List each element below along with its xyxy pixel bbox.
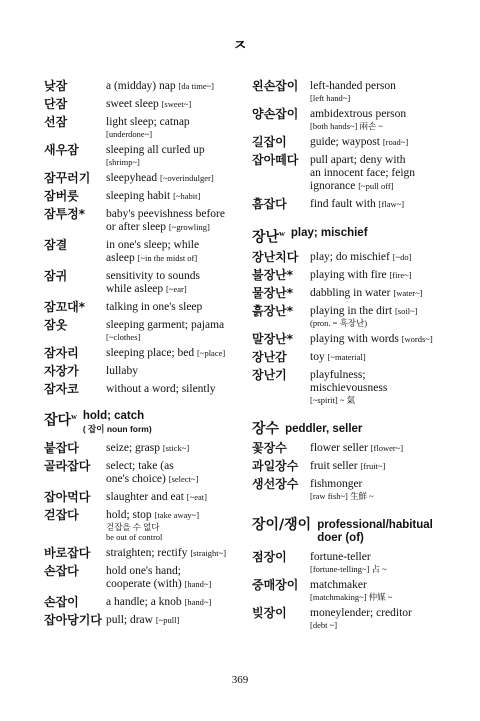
entry-headword: 점장이 — [252, 549, 287, 564]
dictionary-entry — [252, 154, 452, 193]
dictionary-entry — [44, 596, 250, 609]
definition-line — [310, 180, 452, 193]
entry-headword: 잠결 — [44, 238, 68, 252]
entry-definition — [310, 251, 452, 264]
definition-text: sleeping place; bed — [106, 347, 195, 359]
definition-text: fishmonger — [310, 477, 363, 490]
dictionary-entry — [252, 478, 452, 501]
dictionary-entry — [44, 491, 250, 504]
left-entries-2 — [44, 442, 250, 627]
extra-note: (pron. = 흑장난) — [310, 317, 368, 328]
gloss-note: [da time~] — [178, 81, 215, 91]
dictionary-entry — [44, 565, 250, 591]
definition-line — [310, 305, 452, 318]
gloss-note: [flower~] — [370, 442, 404, 453]
definition-line — [310, 551, 452, 564]
definition-line — [106, 383, 250, 396]
dictionary-entry — [252, 579, 452, 602]
definition-text: guide; waypost — [310, 136, 380, 148]
dictionary-entry — [44, 172, 250, 185]
dictionary-entry — [44, 509, 250, 542]
dictionary-entry — [252, 80, 452, 103]
definition-text: a (midday) nap — [106, 80, 176, 92]
entry-headword: 잡아먹다 — [44, 490, 91, 504]
section-headword — [252, 227, 285, 245]
gloss-note: [straight~] — [190, 548, 227, 558]
entry-definition — [310, 460, 452, 473]
definition-line — [106, 239, 250, 252]
entry-headword: 바로잡다 — [44, 546, 91, 560]
dictionary-entry — [44, 547, 250, 560]
definition-text: light sleep; catnap — [106, 116, 190, 128]
definition-line — [106, 614, 250, 627]
dictionary-entry — [44, 383, 250, 396]
definition-line — [106, 347, 250, 360]
section-definition-line: doer (of) — [317, 531, 364, 544]
section-definition — [285, 423, 362, 436]
section-headword-text: 잡다 — [44, 412, 72, 429]
gloss-note: [select~] — [168, 474, 199, 484]
entry-definition — [310, 551, 452, 574]
definition-text: while asleep — [106, 283, 164, 295]
definition-line — [310, 136, 452, 149]
dictionary-entry — [44, 347, 250, 360]
definition-line — [106, 442, 250, 455]
definition-line — [106, 460, 250, 473]
dictionary-entry — [44, 116, 250, 139]
definition-line — [106, 596, 250, 609]
definition-text: or after sleep — [106, 221, 167, 233]
entry-headword: 왼손잡이 — [252, 79, 299, 93]
entry-headword: 골라잡다 — [44, 459, 91, 473]
right-column — [252, 80, 452, 635]
entry-headword: 잠꼬대* — [44, 300, 86, 314]
entry-definition — [310, 269, 452, 282]
dictionary-entry — [44, 144, 250, 167]
definition-text: find fault with — [310, 198, 376, 210]
definition-text: sensitivity to sounds — [106, 270, 200, 282]
gloss-note: [matchmaking~] 仲媒 ~ — [310, 591, 393, 602]
extra-note: 걷잡을 수 없다 — [106, 522, 160, 532]
dictionary-entry — [252, 460, 452, 473]
dictionary-entry — [44, 442, 250, 455]
definition-text: matchmaker — [310, 578, 367, 591]
entry-definition — [310, 108, 452, 131]
dictionary-entry — [252, 198, 452, 211]
definition-line — [106, 283, 250, 296]
dictionary-entry — [252, 442, 452, 455]
entry-definition — [106, 116, 250, 139]
entry-headword: 장난감 — [252, 349, 287, 364]
definition-text: sleeping all curled up — [106, 144, 205, 156]
definition-line — [106, 80, 250, 93]
left-column — [44, 80, 250, 632]
entry-headword: 잠자코 — [44, 382, 79, 396]
definition-line — [106, 547, 250, 560]
definition-text: toy — [310, 350, 325, 363]
definition-text: moneylender; creditor — [310, 606, 412, 619]
gloss-note: [~pull] — [155, 615, 180, 625]
entry-headword: 손잡다 — [44, 564, 79, 578]
section-headword-text: 장이/쟁이 — [252, 516, 312, 533]
definition-text: sleeping garment; pajama — [106, 319, 225, 331]
entry-definition — [106, 614, 250, 627]
section-jangnan — [252, 227, 452, 245]
gloss-note: [stick~] — [162, 443, 190, 453]
definition-line — [106, 270, 250, 283]
gloss-note: [~ear] — [166, 284, 187, 294]
gloss-note: [debt ~] — [310, 619, 338, 630]
dictionary-entry — [252, 269, 452, 282]
entry-definition — [106, 190, 250, 203]
entry-definition — [310, 351, 452, 364]
definition-line — [310, 80, 452, 93]
dictionary-entry — [44, 460, 250, 486]
definition-text: hold one's hand; — [106, 565, 181, 577]
entry-headword: 과일장수 — [252, 458, 299, 473]
entry-headword: 잠투정* — [44, 207, 86, 221]
entry-headword: 불장난* — [252, 267, 294, 282]
section-definition-line: play; mischief — [290, 227, 368, 239]
definition-text: ambidextrous person — [310, 108, 407, 120]
gloss-note: [~eat] — [186, 492, 207, 502]
entry-headword: 말장난* — [252, 331, 294, 346]
gloss-note: [~overindulger] — [159, 173, 214, 183]
section-headword — [252, 420, 280, 437]
entry-definition — [106, 172, 250, 185]
entry-definition — [106, 80, 250, 93]
entry-definition — [106, 347, 250, 360]
definition-text: a handle; a knob — [106, 596, 182, 608]
entry-headword: 낮잠 — [44, 79, 68, 93]
definition-line — [310, 108, 452, 121]
entry-definition — [106, 144, 250, 167]
definition-line — [310, 251, 452, 264]
definition-text: hold; stop — [106, 509, 152, 521]
page-header-letter: ㅈ — [232, 38, 248, 54]
gloss-note: [fruit~] — [360, 460, 386, 471]
definition-text: sleepyhead — [106, 172, 158, 184]
entry-definition — [310, 154, 452, 193]
definition-line — [310, 579, 452, 592]
entry-headword: 잠꾸러기 — [44, 171, 91, 185]
entry-definition — [106, 491, 250, 504]
right-entries-2 — [252, 442, 452, 501]
entry-headword: 생선장수 — [252, 476, 299, 491]
entry-definition — [106, 239, 250, 265]
gloss-note: [hand~] — [184, 597, 212, 607]
definition-line — [310, 167, 452, 180]
definition-line — [106, 578, 250, 591]
entry-headword: 새우잠 — [44, 143, 79, 157]
definition-text: pull apart; deny with — [310, 154, 406, 166]
gloss-note: [~growling] — [168, 222, 210, 232]
definition-line — [106, 98, 250, 111]
entry-definition — [106, 365, 250, 378]
gloss-note: [~spirit] ~ 氣 — [310, 394, 356, 405]
dictionary-entry — [44, 365, 250, 378]
definition-line — [106, 172, 250, 185]
entry-definition — [310, 80, 452, 103]
gloss-note: [take away~] — [154, 510, 200, 520]
definition-text: an innocent face; feign — [310, 167, 416, 179]
gloss-note: [~clothes] — [106, 332, 141, 342]
definition-text: asleep — [106, 252, 135, 264]
definition-line — [106, 365, 250, 378]
entry-headword: 선잠 — [44, 115, 68, 129]
definition-line — [106, 116, 250, 129]
entry-headword: 손잡이 — [44, 595, 79, 609]
entry-headword: 잠옷 — [44, 318, 68, 332]
definition-line — [310, 460, 452, 473]
gloss-note: [~in the midst of] — [137, 253, 198, 263]
section-headword-text: 장난 — [252, 229, 280, 246]
gloss-note: [underdone~] — [106, 129, 153, 139]
entry-definition — [106, 383, 250, 396]
entry-definition — [106, 460, 250, 486]
entry-headword: 걷잡다 — [44, 508, 79, 522]
section-jangsu — [252, 420, 452, 437]
dictionary-entry — [252, 136, 452, 149]
gloss-note: [both hands~] 兩손 ~ — [310, 121, 383, 131]
dictionary-entry — [44, 239, 250, 265]
entry-headword: 잡아당기다 — [44, 613, 102, 627]
definition-text: dabbling in water — [310, 286, 391, 299]
entry-headword: 단잠 — [44, 97, 68, 111]
definition-text: left-handed person — [310, 80, 396, 92]
definition-line — [106, 473, 250, 486]
entry-definition — [106, 509, 250, 542]
section-superscript: w — [279, 229, 285, 238]
dictionary-entry — [252, 607, 452, 630]
entry-headword: 물장난* — [252, 285, 294, 300]
gloss-note: [words~] — [401, 333, 433, 344]
definition-text: flower seller — [310, 441, 368, 454]
dictionary-entry — [252, 287, 452, 300]
entry-headword: 흠잡다 — [252, 197, 287, 211]
section-definition-line: peddler, seller — [285, 422, 363, 435]
gloss-note: [~habit] — [173, 191, 201, 201]
gloss-note: [fire~] — [389, 269, 412, 280]
definition-line — [106, 301, 250, 314]
dictionary-entry — [44, 270, 250, 296]
extra-note: be out of control — [106, 532, 163, 542]
definition-text: sweet sleep — [106, 98, 159, 110]
section-definition-line: hold; catch — [82, 410, 145, 422]
definition-line — [310, 478, 452, 491]
definition-line — [310, 607, 452, 620]
definition-line — [310, 382, 452, 395]
entry-definition — [310, 607, 452, 630]
definition-line — [106, 509, 250, 522]
entry-headword: 잡아떼다 — [252, 153, 299, 167]
entry-definition — [310, 442, 452, 455]
section-headword — [44, 410, 77, 428]
dictionary-entry — [44, 301, 250, 314]
definition-text: talking in one's sleep — [106, 301, 203, 313]
definition-line — [106, 221, 250, 234]
definition-text: fruit seller — [310, 459, 358, 472]
gloss-note: [~material] — [327, 351, 366, 362]
dictionary-entry — [252, 369, 452, 405]
section-superscript: w — [71, 412, 77, 421]
definition-text: playfulness; — [310, 368, 366, 381]
definition-line — [310, 351, 452, 364]
section-headword-text: 장수 — [252, 420, 280, 437]
page-number: 369 — [231, 674, 249, 686]
gloss-note: [raw fish~] 生鮮 ~ — [310, 490, 374, 501]
entry-headword: 잠귀 — [44, 269, 68, 283]
entry-definition — [106, 319, 250, 342]
right-entries — [252, 80, 452, 211]
gloss-note: [shrimp~] — [106, 157, 140, 167]
definition-text: seize; grasp — [106, 442, 160, 454]
entry-headword: 붙잡다 — [44, 441, 79, 455]
definition-text: in one's sleep; while — [106, 239, 200, 251]
dictionary-entry — [252, 551, 452, 574]
dictionary-entry — [44, 190, 250, 203]
left-entries — [44, 80, 250, 396]
gloss-note: [road~] — [382, 137, 409, 147]
entry-definition — [310, 198, 452, 211]
section-jangi — [252, 516, 452, 545]
definition-line — [310, 269, 452, 282]
entry-definition — [310, 369, 452, 405]
entry-definition — [106, 98, 250, 111]
definition-line — [310, 287, 452, 300]
definition-text: sleeping habit — [106, 190, 171, 202]
section-jabda — [44, 410, 250, 436]
definition-text: playing with words — [310, 332, 399, 345]
entry-headword: 잠자리 — [44, 346, 79, 360]
entry-headword: 양손잡이 — [252, 107, 299, 121]
entry-definition — [106, 596, 250, 609]
dictionary-entry — [44, 98, 250, 111]
definition-line — [106, 319, 250, 332]
definition-line — [106, 565, 250, 578]
section-headword — [252, 516, 312, 533]
definition-text: baby's peevishness before — [106, 208, 225, 220]
entry-headword: 장난기 — [252, 367, 287, 382]
definition-text: one's choice) — [106, 473, 166, 485]
entry-definition — [310, 579, 452, 602]
definition-line — [106, 144, 250, 157]
gloss-note: [water~] — [393, 287, 423, 298]
dictionary-entry — [44, 319, 250, 342]
definition-line — [106, 190, 250, 203]
dictionary-entry — [44, 614, 250, 627]
definition-line — [310, 154, 452, 167]
entry-definition — [106, 565, 250, 591]
entry-definition — [310, 287, 452, 300]
definition-text: play; do mischief — [310, 250, 390, 263]
entry-definition — [310, 305, 452, 328]
definition-text: straighten; rectify — [106, 547, 188, 559]
entry-definition — [106, 270, 250, 296]
definition-text: fortune-teller — [310, 550, 371, 563]
entry-definition — [106, 547, 250, 560]
dictionary-entry — [44, 80, 250, 93]
definition-text: playing with fire — [310, 268, 387, 281]
gloss-note: [~place] — [197, 348, 226, 358]
section-definition — [83, 410, 152, 436]
definition-line — [106, 491, 250, 504]
definition-line — [310, 333, 452, 346]
definition-line — [310, 369, 452, 382]
gloss-note: [~do] — [392, 251, 412, 262]
dictionary-entry — [252, 305, 452, 328]
gloss-note: [flaw~] — [378, 199, 405, 209]
definition-text: slaughter and eat — [106, 491, 184, 503]
definition-text: cooperate (with) — [106, 578, 182, 590]
section-definition — [291, 227, 368, 240]
gloss-note: [hand~] — [184, 579, 212, 589]
dictionary-entry — [252, 251, 452, 264]
entry-headword: 흙장난* — [252, 303, 294, 318]
entry-headword: 장난치다 — [252, 249, 299, 264]
gloss-note: [sweet~] — [161, 99, 192, 109]
section-definition — [317, 519, 433, 545]
gloss-note: [fortune-telling~] 占 ~ — [310, 563, 387, 574]
right-entries-1 — [252, 251, 452, 405]
entry-definition — [106, 442, 250, 455]
definition-text: lullaby — [106, 365, 138, 377]
entry-headword: 꽃장수 — [252, 440, 287, 455]
entry-definition — [106, 301, 250, 314]
definition-line — [310, 442, 452, 455]
definition-text: pull; draw — [106, 614, 153, 626]
entry-headword: 자장가 — [44, 364, 79, 378]
definition-line — [106, 252, 250, 265]
dictionary-entry — [252, 351, 452, 364]
gloss-note: [soil~] — [394, 305, 418, 316]
dictionary-entry — [252, 108, 452, 131]
right-entries-3 — [252, 551, 452, 630]
dictionary-entry — [252, 333, 452, 346]
section-definition-line: professional/habitual — [317, 518, 433, 531]
entry-definition — [106, 208, 250, 234]
definition-line — [106, 208, 250, 221]
dictionary-entry — [44, 208, 250, 234]
definition-text: mischievousness — [310, 381, 388, 394]
entry-headword: 잠버릇 — [44, 189, 79, 203]
definition-text: playing in the dirt — [310, 304, 393, 317]
entry-headword: 길잡이 — [252, 135, 287, 149]
definition-line — [310, 198, 452, 211]
gloss-note: [left hand~] — [310, 93, 351, 103]
noun-form-note: ( 잡이 noun form) — [82, 424, 152, 434]
entry-definition — [310, 478, 452, 501]
gloss-note: [~pull off] — [358, 181, 394, 191]
definition-text: select; take (as — [106, 460, 174, 472]
entry-definition — [310, 333, 452, 346]
definition-text: without a word; silently — [106, 383, 216, 395]
entry-headword: 빚장이 — [252, 605, 287, 620]
entry-headword: 중매장이 — [252, 577, 299, 592]
entry-definition — [310, 136, 452, 149]
definition-text: ignorance — [310, 180, 356, 192]
